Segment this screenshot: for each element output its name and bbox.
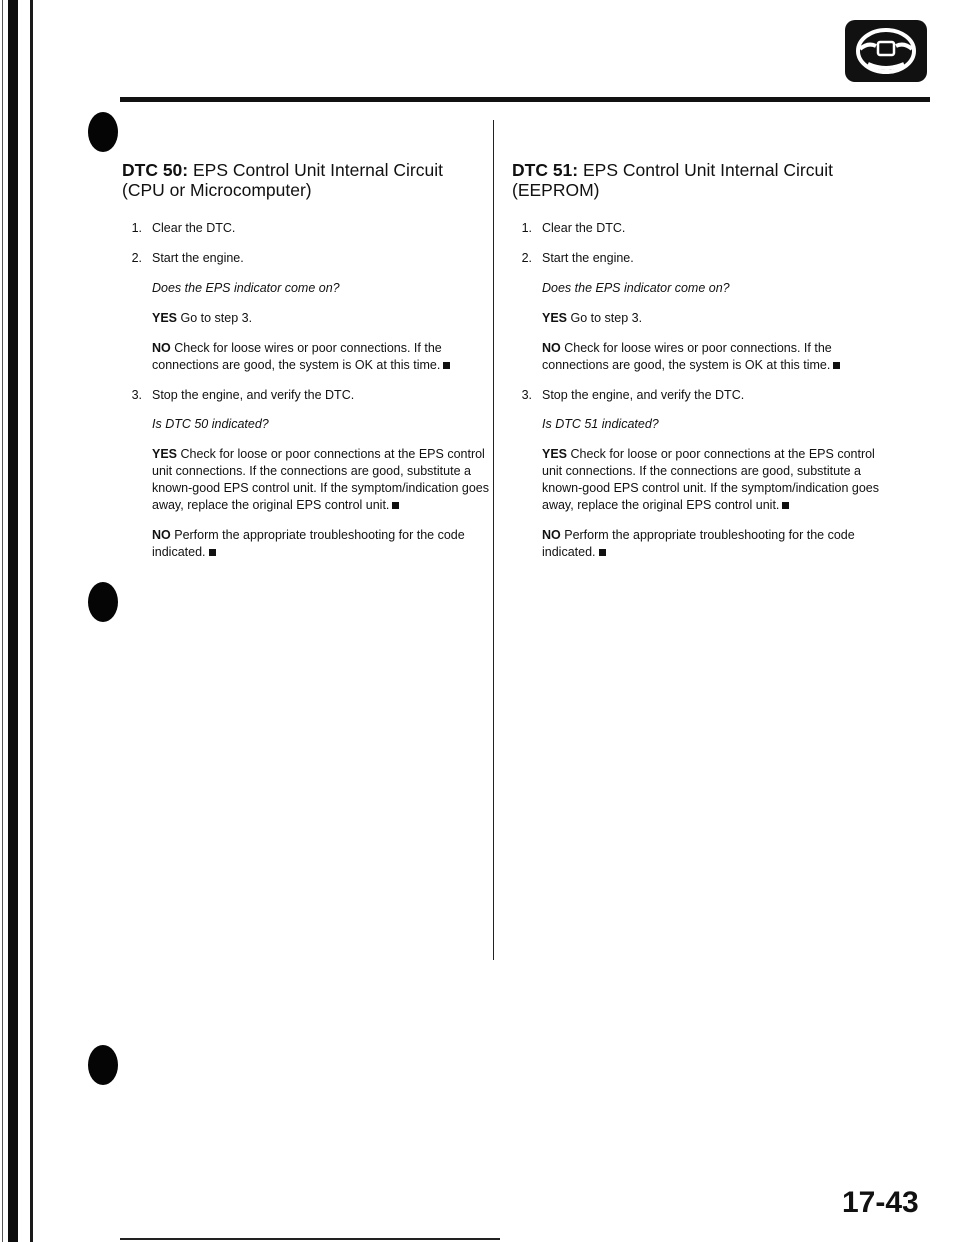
header-rule [120,97,930,102]
step-1 [512,220,882,237]
yes-text: Go to step 3. [570,310,643,325]
footer-rule [120,1238,500,1240]
step-text: Stop the engine, and verify the DTC. [152,387,355,402]
step-text: Clear the DTC. [542,221,626,236]
step-number: 3. [131,387,142,402]
yes-text: Go to step 3. [180,310,253,325]
end-mark-icon [209,549,216,556]
title-line2: (CPU or Microcomputer) [122,180,312,201]
end-mark-icon [443,362,450,369]
punch-hole-bottom [88,1045,118,1085]
question-1: Does the EPS indicator come on? [152,281,340,295]
answer-yes-2 [152,446,492,514]
no-label: NO [542,340,561,355]
column-divider [493,120,494,960]
end-mark-icon [782,502,789,509]
step-text: Stop the engine, and verify the DTC. [542,387,745,402]
yes-text: Check for loose or poor connections at the EPS control unit connections. If the connections are good, substitute a known-good EPS control unit. If the symptom/indication goes away, replace the original EPS control unit. [152,447,489,512]
yes-label: YES [152,447,178,462]
steering-wheel-icon [854,26,918,76]
step-2 [122,250,492,267]
step-text: Start the engine. [542,251,634,266]
title-line2: (EEPROM) [512,180,600,201]
yes-label: YES [152,310,178,325]
yes-label: YES [542,447,568,462]
end-mark-icon [599,549,606,556]
answer-yes-1 [152,310,492,327]
no-text: Check for loose wires or poor connections. If the connections are good, the system is OK at this time. [542,340,832,372]
step-text: Clear the DTC. [152,221,236,236]
end-mark-icon [833,362,840,369]
section-title-dtc50 [122,160,492,200]
answer-no-1 [542,340,882,374]
answer-yes-2 [542,446,882,514]
step-number: 3. [521,387,532,402]
dtc-code: DTC 51: [512,160,579,180]
section-title-dtc51 [512,160,882,200]
step-number: 2. [521,251,532,266]
yes-label: YES [542,310,568,325]
eps-steering-wheel-icon [845,20,927,82]
question-2: Is DTC 51 indicated? [542,417,659,432]
answer-no-2 [152,527,492,561]
dtc-code: DTC 50: [122,160,189,180]
binding-bar-secondary [30,0,33,1242]
step-3 [122,387,492,404]
yes-text: Check for loose or poor connections at the EPS control unit connections. If the connections are good, substitute a known-good EPS control unit. If the symptom/indication goes away, replace the original EPS control unit. [542,447,879,512]
answer-yes-1 [542,310,882,327]
question-1: Does the EPS indicator come on? [542,281,730,295]
no-label: NO [152,527,171,542]
step-text: Start the engine. [152,251,244,266]
answer-no-2 [542,527,882,561]
step-2 [512,250,882,267]
page-number: 17-43 [842,1186,919,1219]
step-number: 1. [521,221,532,236]
question-2: Is DTC 50 indicated? [152,417,269,432]
binding-bar [8,0,18,1242]
step-3 [512,387,882,404]
title-line1: EPS Control Unit Internal Circuit [583,160,833,180]
no-text: Check for loose wires or poor connections. If the connections are good, the system is OK at this time. [152,340,442,372]
no-text: Perform the appropriate troubleshooting for the code indicated. [542,527,855,559]
left-column [122,160,492,574]
no-label: NO [152,340,171,355]
answer-no-1 [152,340,492,374]
end-mark-icon [392,502,399,509]
no-text: Perform the appropriate troubleshooting for the code indicated. [152,527,465,559]
punch-hole-top [88,112,118,152]
step-1 [122,220,492,237]
binding-edge-line [2,0,3,1242]
title-line1: EPS Control Unit Internal Circuit [193,160,443,180]
no-label: NO [542,527,561,542]
step-number: 1. [131,221,142,236]
step-number: 2. [131,251,142,266]
punch-hole-middle [88,582,118,622]
right-column [512,160,882,574]
